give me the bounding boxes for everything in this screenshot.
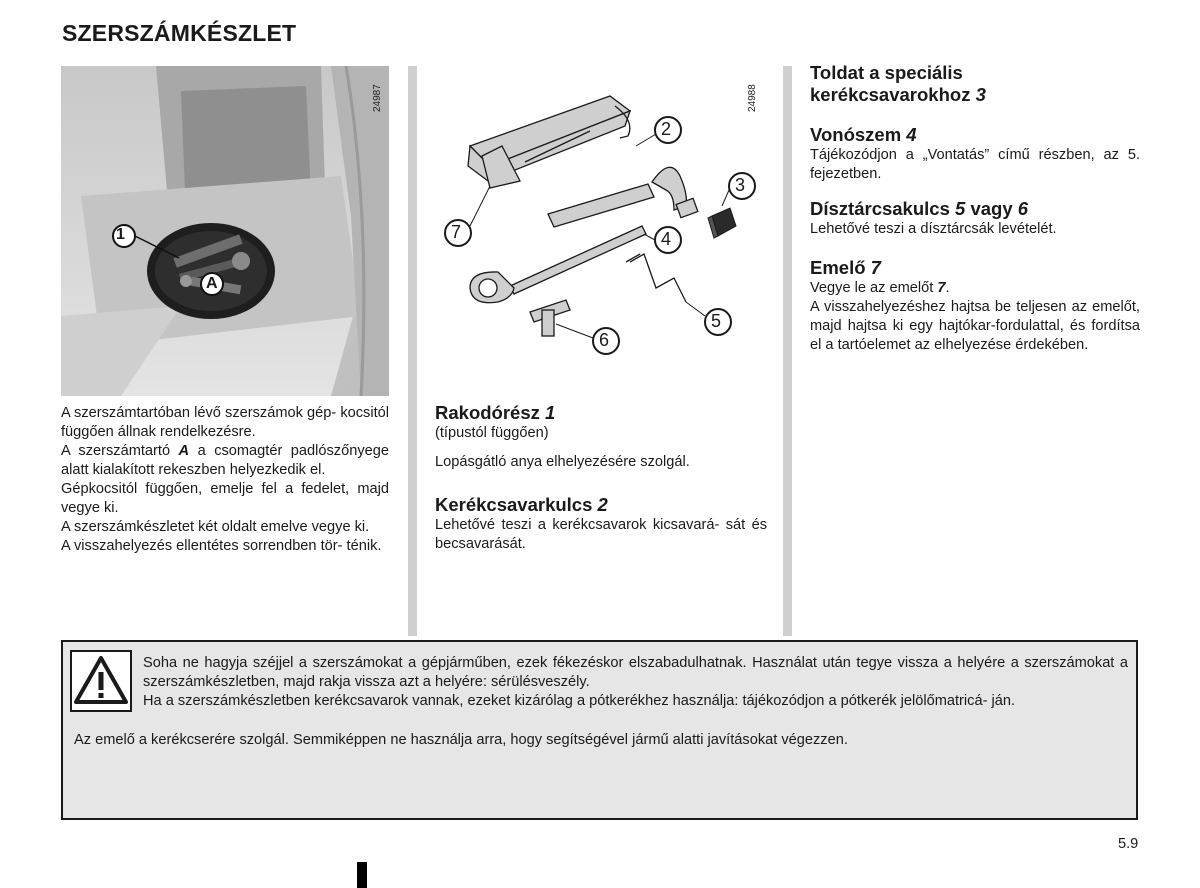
paragraph: Gépkocsitól függően, emelje fel a fedelet, majd vegye ki.	[61, 481, 389, 516]
paragraph: A szerszámtartó A a csomagtér padlószőnyege alatt kialakított rekeszben helyezkedik el.	[61, 443, 389, 478]
callout-7: 7	[451, 222, 462, 242]
print-marker	[357, 862, 367, 888]
column2-text	[435, 402, 767, 554]
trunk-photo	[61, 66, 389, 396]
heading-vonoszem: Vonószem 4	[810, 124, 917, 145]
warning-icon	[70, 650, 132, 712]
callout-6: 6	[599, 330, 610, 350]
paragraph: A visszahelyezés ellentétes sorrendben tör- ténik.	[61, 538, 382, 554]
page-number: 5.9	[1118, 836, 1139, 852]
paragraph: Lehetővé teszi a kerékcsavarok kicsavará- sát és becsavarását.	[435, 517, 767, 552]
warning-text	[143, 654, 1128, 711]
photo-callout-1: 1	[116, 226, 125, 243]
figure-reference: 24987	[372, 84, 383, 112]
paragraph: A visszahelyezéshez hajtsa be teljesen az emelőt, majd hajtsa ki egy hajtókar-fordulattal, és fordítsa el a tartóelemet az elhelyezése érdekében.	[810, 299, 1140, 353]
column-divider	[783, 66, 792, 636]
paragraph: Lopásgátló anya elhelyezésére szolgál.	[435, 454, 690, 470]
photo-callout-a: A	[206, 275, 218, 292]
warning-line: Az emelő a kerékcserére szolgál. Semmiképpen ne használja arra, hogy segítségével jármű alatti javításokat végezzen.	[74, 732, 848, 748]
callout-4: 4	[661, 229, 672, 249]
paragraph: A szerszámkészletet két oldalt emelve vegye ki.	[61, 519, 370, 535]
warning-line: Ha a szerszámkészletben kerékcsavarok vannak, ezeket kizárólag a pótkerékhez használja: tájékozódjon a pótkerék jelölőmatricá- ján.	[143, 693, 1016, 709]
heading-disztarcsakulcs: Dísztárcsakulcs 5 vagy 6	[810, 198, 1029, 219]
column-divider	[408, 66, 417, 636]
paragraph: Tájékozódjon a „Vontatás” című részben, az 5. fejezetben.	[810, 147, 1140, 182]
subtitle: (típustól függően)	[435, 425, 549, 441]
paragraph: Lehetővé teszi a dísztárcsák levételét.	[810, 221, 1057, 237]
figure-reference: 24988	[747, 84, 758, 112]
heading-rakodoresz: Rakodórész 1	[435, 402, 556, 423]
heading-emelo: Emelő 7	[810, 257, 881, 278]
warning-line: Soha ne hagyja széjjel a szerszámokat a gépjárműben, ezek fékezéskor elszabadulhatnak. Használat után tegye vissza a helyére a szerszámokat a szerszámkészletben, majd rakja vissza azt a helyére: sérülésveszély.	[143, 655, 1128, 690]
column1-text	[61, 404, 389, 556]
callout-3: 3	[735, 175, 746, 195]
column3-text	[810, 62, 1140, 355]
callout-2: 2	[661, 119, 672, 139]
heading-toldat: Toldat a speciális kerékcsavarokhoz 3	[810, 62, 986, 105]
page-title: SZERSZÁMKÉSZLET	[62, 20, 297, 46]
callout-5: 5	[711, 311, 722, 331]
paragraph: A szerszámtartóban lévő szerszámok gép- kocsitól függően állnak rendelkezésre.	[61, 405, 389, 440]
heading-kerekcsavarkulcs: Kerékcsavarkulcs 2	[435, 494, 608, 515]
paragraph: Vegye le az emelőt 7.	[810, 280, 950, 296]
